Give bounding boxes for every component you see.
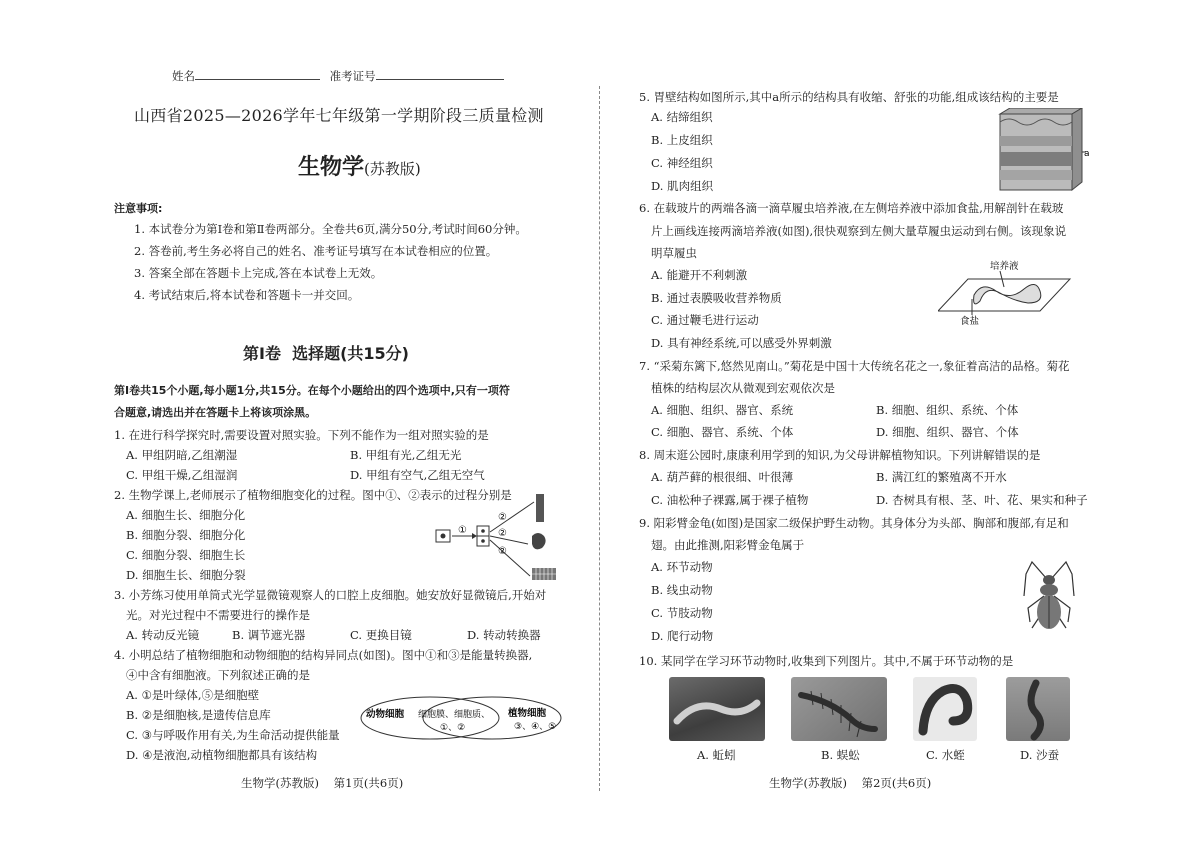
subject-name: 生物学 — [298, 155, 365, 180]
q9-option-c[interactable]: C. 节肢动物 — [651, 606, 713, 620]
q8-option-c[interactable]: C. 油松种子裸露,属于裸子植物 — [651, 493, 809, 507]
q4-option-d[interactable]: D. ④是液泡,动植物细胞都具有该结构 — [126, 748, 318, 762]
q10-option-c[interactable]: C. 水蛭 — [926, 748, 965, 762]
q9-option-d[interactable]: D. 爬行动物 — [651, 629, 714, 643]
q4-stem-line2: ④中含有细胞液。下列叙述正确的是 — [126, 668, 310, 682]
q6-option-d[interactable]: D. 具有神经系统,可以感受外界刺激 — [651, 336, 832, 350]
centipede-icon — [791, 677, 887, 741]
q4-option-a[interactable]: A. ①是叶绿体,⑤是细胞壁 — [126, 688, 260, 702]
q8-option-d[interactable]: D. 杏树具有根、茎、叶、花、果实和种子 — [876, 493, 1088, 507]
q1-option-b[interactable]: B. 甲组有光,乙组无光 — [350, 448, 462, 462]
notice-item: 3. 答案全部在答题卡上完成,答在本试卷上无效。 — [134, 266, 383, 280]
name-label: 姓名 — [172, 69, 195, 83]
venn-diagram — [358, 694, 564, 742]
q9-option-b[interactable]: B. 线虫动物 — [651, 583, 713, 597]
cell-change-figure — [432, 494, 562, 586]
venn-common-label: 细胞膜、细胞质、 — [418, 710, 491, 720]
q3-option-b[interactable]: B. 调节遮光器 — [232, 628, 306, 642]
exam-id-label: 准考证号 — [329, 69, 376, 83]
notice-heading: 注意事项: — [114, 202, 163, 215]
q3-option-c[interactable]: C. 更换目镜 — [350, 628, 412, 642]
q9-option-a[interactable]: A. 环节动物 — [651, 560, 713, 574]
q5-option-a[interactable]: A. 结缔组织 — [651, 110, 713, 124]
q1-option-d[interactable]: D. 甲组有空气,乙组无空气 — [350, 468, 485, 482]
q7-stem-line1: 7. “采菊东篱下,悠然见南山。”菊花是中国十大传统名花之一,象征着高洁的品格。菊花 — [639, 359, 1070, 373]
q3-stem-line1: 3. 小芳练习使用单筒式光学显微镜观察人的口腔上皮细胞。她安放好显微镜后,开始对 — [114, 588, 547, 602]
q10-option-d[interactable]: D. 沙蚕 — [1020, 748, 1060, 762]
leech-icon — [913, 677, 977, 741]
subject-edition: (苏教版) — [364, 160, 421, 178]
q6-stem-line3: 明草履虫 — [651, 246, 697, 260]
earthworm-icon — [669, 677, 765, 741]
fig-liquid-label: 培养液 — [990, 261, 1019, 272]
q8-stem: 8. 周末逛公园时,康康利用学到的知识,为父母讲解植物知识。下列讲解错误的是 — [639, 448, 1041, 462]
venn-plant-label: 植物细胞 — [508, 708, 547, 719]
fig-label-2: ② — [498, 512, 507, 523]
footer-right: 生物学(苏教版) 第2页(共6页) — [769, 776, 932, 790]
exam-id-blank — [376, 67, 504, 80]
q4-stem-line1: 4. 小明总结了植物细胞和动物细胞的结构异同点(如图)。图中①和③是能量转换器, — [114, 648, 533, 662]
q10-option-a[interactable]: A. 蚯蚓 — [697, 748, 736, 762]
stomach-wall-figure — [998, 108, 1090, 192]
q2-option-b[interactable]: B. 细胞分裂、细胞分化 — [126, 528, 246, 542]
section-instructions-line1: 第Ⅰ卷共15个小题,每小题1分,共15分。在每个小题给出的四个选项中,只有一项符 — [114, 384, 510, 397]
q4-option-b[interactable]: B. ②是细胞核,是遗传信息库 — [126, 708, 271, 722]
q2-stem: 2. 生物学课上,老师展示了植物细胞变化的过程。图中①、②表示的过程分别是 — [114, 488, 512, 502]
notice-item: 4. 考试结束后,将本试卷和答题卡一并交回。 — [134, 288, 360, 302]
centipede-photo — [791, 677, 887, 741]
venn-common-label-2: ①、② — [440, 723, 466, 733]
q10-option-b[interactable]: B. 蜈蚣 — [821, 748, 860, 762]
q7-option-c[interactable]: C. 细胞、器官、系统、个体 — [651, 425, 794, 439]
beetle-figure — [1022, 556, 1076, 638]
q4-option-c[interactable]: C. ③与呼吸作用有关,为生命活动提供能量 — [126, 728, 340, 742]
q3-stem-line2: 光。对光过程中不需要进行的操作是 — [126, 608, 310, 622]
q7-option-a[interactable]: A. 细胞、组织、器官、系统 — [651, 403, 794, 417]
slide-figure — [938, 255, 1074, 327]
section-title: 第Ⅰ卷 选择题(共15分) — [243, 344, 409, 363]
q7-option-d[interactable]: D. 细胞、组织、器官、个体 — [876, 425, 1019, 439]
q10-stem: 10. 某同学在学习环节动物时,收集到下列图片。其中,不属于环节动物的是 — [639, 654, 1014, 668]
q3-option-a[interactable]: A. 转动反光镜 — [126, 628, 200, 642]
q5-option-b[interactable]: B. 上皮组织 — [651, 133, 713, 147]
notice-item: 2. 答卷前,考生务必将自己的姓名、准考证号填写在本试卷相应的位置。 — [134, 244, 498, 258]
page-divider — [599, 86, 600, 791]
q5-stem: 5. 胃壁结构如图所示,其中a所示的结构具有收缩、舒张的功能,组成该结构的主要是 — [639, 90, 1059, 104]
name-blank — [195, 67, 320, 80]
q8-option-b[interactable]: B. 满江红的繁殖离不开水 — [876, 470, 1007, 484]
venn-animal-label: 动物细胞 — [366, 709, 405, 720]
q1-stem: 1. 在进行科学探究时,需要设置对照实验。下列不能作为一组对照实验的是 — [114, 428, 489, 442]
q5-option-c[interactable]: C. 神经组织 — [651, 156, 713, 170]
venn-plant-label-2: ③、④、⑤ — [514, 722, 557, 732]
footer-left: 生物学(苏教版) 第1页(共6页) — [241, 776, 404, 790]
q6-option-b[interactable]: B. 通过表膜吸收营养物质 — [651, 291, 782, 305]
name-field-row — [172, 67, 504, 83]
q5-option-d[interactable]: D. 肌肉组织 — [651, 179, 714, 193]
fig-salt-label: 食盐 — [960, 316, 980, 327]
q8-option-a[interactable]: A. 葫芦藓的根很细、叶很薄 — [651, 470, 794, 484]
subject-heading — [298, 150, 421, 181]
q2-option-c[interactable]: C. 细胞分裂、细胞生长 — [126, 548, 246, 562]
q9-stem-line2: 翅。由此推测,阳彩臂金龟属于 — [651, 538, 805, 552]
earthworm-photo — [669, 677, 765, 741]
leech-photo — [913, 677, 977, 741]
q1-option-c[interactable]: C. 甲组干燥,乙组湿润 — [126, 468, 238, 482]
q9-stem-line1: 9. 阳彩臂金龟(如图)是国家二级保护野生动物。其身体分为头部、胸部和腹部,有足和 — [639, 516, 1069, 530]
q6-stem-line1: 6. 在载玻片的两端各滴一滴草履虫培养液,在左侧培养液中添加食盐,用解剖针在载玻 — [639, 201, 1064, 215]
nereis-photo — [1006, 677, 1070, 741]
notice-item: 1. 本试卷分为第Ⅰ卷和第Ⅱ卷两部分。全卷共6页,满分50分,考试时间60分钟。 — [134, 222, 527, 236]
q6-option-c[interactable]: C. 通过鞭毛进行运动 — [651, 313, 759, 327]
q7-stem-line2: 植株的结构层次从微观到宏观依次是 — [651, 381, 835, 395]
section-instructions-line2: 合题意,请选出并在答题卡上将该项涂黑。 — [114, 406, 317, 419]
q6-stem-line2: 片上画线连接两滴培养液(如图),很快观察到左侧大量草履虫运动到右侧。该现象说 — [651, 224, 1067, 238]
q3-option-d[interactable]: D. 转动转换器 — [467, 628, 541, 642]
fig-label-2: ② — [498, 528, 507, 539]
q7-option-b[interactable]: B. 细胞、组织、系统、个体 — [876, 403, 1019, 417]
q2-option-d[interactable]: D. 细胞生长、细胞分裂 — [126, 568, 246, 582]
stomach-label-a: a — [1084, 149, 1090, 159]
q2-option-a[interactable]: A. 细胞生长、细胞分化 — [126, 508, 246, 522]
nereis-icon — [1006, 677, 1070, 741]
q1-option-a[interactable]: A. 甲组阴暗,乙组潮湿 — [126, 448, 238, 462]
q6-option-a[interactable]: A. 能避开不利刺激 — [651, 268, 748, 282]
exam-title: 山西省2025—2026学年七年级第一学期阶段三质量检测 — [134, 106, 544, 125]
fig-label-2: ② — [498, 546, 507, 557]
fig-label-1: ① — [458, 525, 467, 536]
